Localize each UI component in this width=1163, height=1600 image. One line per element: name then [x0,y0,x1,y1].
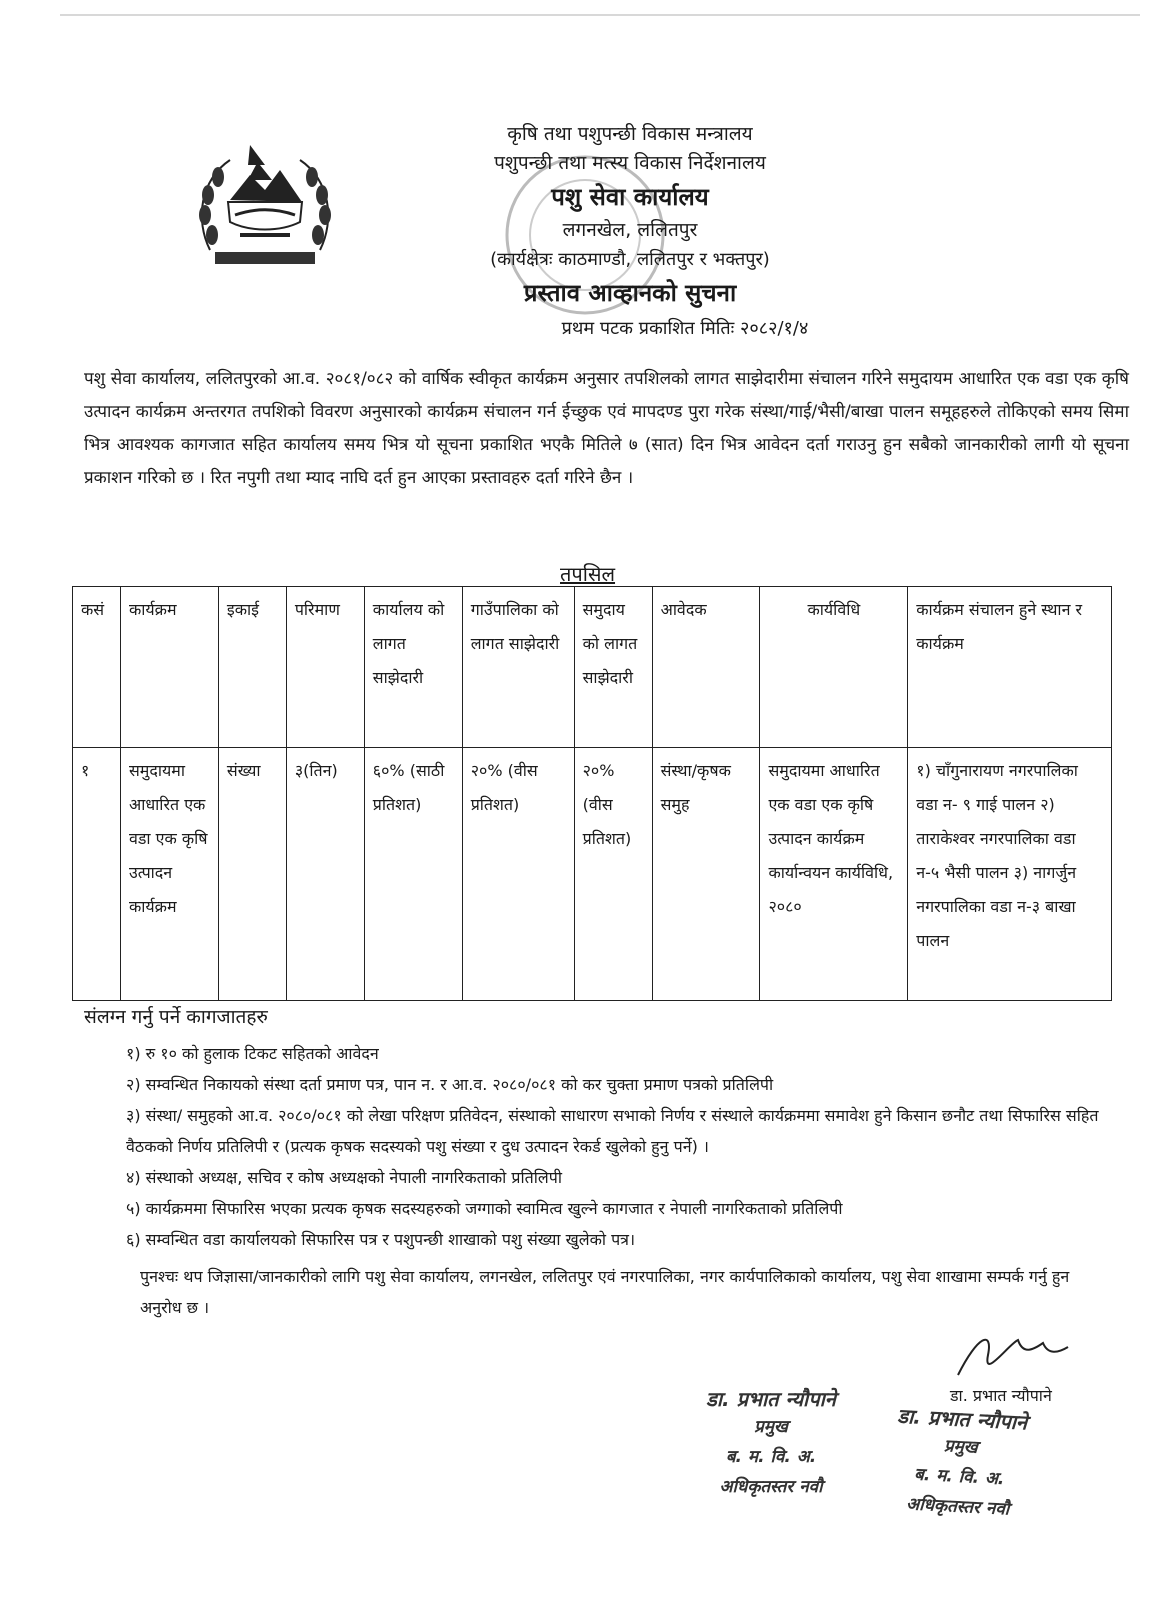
table-cell: ६०% (साठी प्रतिशत) [364,748,462,1001]
table-cell: ३(तिन) [286,748,364,1001]
stamp-abbr: ब. म. वि. अ. [725,1447,817,1467]
stamp-rank: अधिकृतस्तर नवौ [905,1494,1010,1520]
stamp-name: डा. प्रभात न्यौपाने [896,1403,1028,1435]
stamp-abbr: ब. म. वि. अ. [913,1464,1005,1490]
documents-title: संलग्न गर्नु पर्ने कागजातहरु [84,1006,268,1028]
header-cell: कार्यालय को लागत साझेदारी [364,587,462,748]
header-cell: परिमाण [286,587,364,748]
table-cell: २०% (वीस प्रतिशत) [462,748,574,1001]
table-cell: १) चाँगुनारायण नगरपालिका वडा न- ९ गाई पालन २) ताराकेश्वर नगरपालिका वडा न-५ भैसी पालन ३) नागर्जुन नगरपालिका वडा न-३ बाखा पालन [908,748,1112,1001]
header-cell: गाउँपालिका को लागत साझेदारी [462,587,574,748]
table-caption: तपसिल [560,562,616,586]
table-cell: १ [73,748,121,1001]
office-address: लगनखेल, ललितपुर [562,219,698,242]
header-cell: कार्यक्रम [120,587,218,748]
table-cell: समुदायमा आधारित एक वडा एक कृषि उत्पादन कार्यक्रम कार्यान्वयन कार्यविधि, २०८० [760,748,908,1001]
office-name: पशु सेवा कार्यालय [551,182,709,211]
header-cell: कसं [73,587,121,748]
list-item: २) सम्वन्धित निकायको संस्था दर्ता प्रमाण पत्र, पान न. र आ.व. २०८०/०८१ को कर चुक्ता प्रमाण पत्रको प्रतिलिपी [126,1075,774,1094]
nepal-government-emblem-icon [190,140,340,275]
program-table [72,586,1112,1001]
list-item: १) रु १० को हुलाक टिकट सहितको आवेदन [126,1044,379,1063]
stamp-role: प्रमुख [754,1417,788,1437]
handwritten-signature-icon [948,1325,1078,1385]
table-header-row [73,587,1112,748]
letterhead [400,120,860,342]
stamp-name: डा. प्रभात न्यौपाने [706,1387,836,1411]
notice-title: प्रस्ताव आव्हानको सुचना [523,279,737,308]
header-cell: इकाई [218,587,286,748]
table-cell: २०% (वीस प्रतिशत) [574,748,652,1001]
directorate-name: पशुपन्छी तथा मत्स्य विकास निर्देशनालय [494,152,766,175]
signatory-name: डा. प्रभात न्यौपाने [950,1386,1052,1405]
table-cell: संस्था/कृषक समुह [652,748,760,1001]
intro-paragraph: पशु सेवा कार्यालय, ललितपुरको आ.व. २०८१/०८२ को वार्षिक स्वीकृत कार्यक्रम अनुसार तपशिलको लागत साझेदारीमा संचालन गरिने समुदायम आधारित एक वडा एक कृषि उत्पादन कार्यक्रम अन्तरगत तपशिको विवरण अनुसारको कार्यक्रम संचालन गर्न ईच्छुक एवं मापदण्ड पुरा गरेक संस्था/गाई/भैसी/बाखा पालन समूहहरुले तोकिएको समय सिमा भित्र आवश्यक कागजात सहित कार्यालय समय भित्र यो सूचना प्रकाशित भएकै मितिले ७ (सात) दिन भित्र आवेदन दर्ता गराउनु हुन सबैको जानकारीको लागी यो सूचना प्रकाशन गरिको छ । रित नपुगी तथा म्याद नाघि दर्त हुन आएका प्रस्तावहरु दर्ता गरिने छैन । [84,369,1129,488]
signature-stamp [676,1385,866,1502]
ministry-name: कृषि तथा पशुपन्छी विकास मन्त्रालय [507,123,753,145]
table-row [73,748,1112,1001]
list-item: ५) कार्यक्रममा सिफारिस भएका प्रत्यक कृषक सदस्यहरुको जग्गाको स्वामित्व खुल्ने कागजात र नेपाली नागरिकताको प्रतिलिपी [126,1199,843,1218]
stamp-rank: अधिकृतस्तर नवौ [719,1477,823,1497]
signature-stamp-duplicate [862,1400,1058,1527]
list-item: ३) संस्था/ समुहको आ.व. २०८०/०८१ को लेखा परिक्षण प्रतिवेदन, संस्थाको साधारण सभाको निर्णय र संस्थाले कार्यक्रममा समावेश हुने किसान छनौट तथा सिफारिस सहित वैठकको निर्णय प्रतिलिपी र (प्रत्यक कृषक सदस्यको पशु संख्या र दुध उत्पादन रेकर्ड खुलेको हुनु पर्ने) । [126,1106,1099,1156]
publish-date: प्रथम पटक प्रकाशित मितिः २०८२/१/४ [561,317,809,339]
header-cell: आवेदक [652,587,760,748]
scan-edge-line [60,14,1140,16]
header-cell: समुदाय को लागत साझेदारी [574,587,652,748]
list-item: ४) संस्थाको अध्यक्ष, सचिव र कोष अध्यक्षको नेपाली नागरिकताको प्रतिलिपी [126,1168,562,1187]
documents-list [126,1038,1126,1255]
header-cell: कार्यविधि [760,587,908,748]
stamp-role: प्रमुख [943,1436,979,1458]
work-area: (कार्यक्षेत्रः काठमाण्डौ, ललितपुर र भक्तपुर) [490,248,770,270]
table-cell: समुदायमा आधारित एक वडा एक कृषि उत्पादन कार्यक्रम [120,748,218,1001]
contact-note: पुनश्चः थप जिज्ञासा/जानकारीको लागि पशु सेवा कार्यालय, लगनखेल, ललितपुर एवं नगरपालिका, नगर कार्यपालिकाको कार्यालय, पशु सेवा शाखामा सम्पर्क गर्नु हुन अनुरोध छ । [140,1267,1070,1317]
list-item: ६) सम्वन्धित वडा कार्यालयको सिफारिस पत्र र पशुपन्छी शाखाको पशु संख्या खुलेको पत्र। [126,1230,636,1249]
table-cell: संख्या [218,748,286,1001]
header-cell: कार्यक्रम संचालन हुने स्थान र कार्यक्रम [908,587,1112,748]
